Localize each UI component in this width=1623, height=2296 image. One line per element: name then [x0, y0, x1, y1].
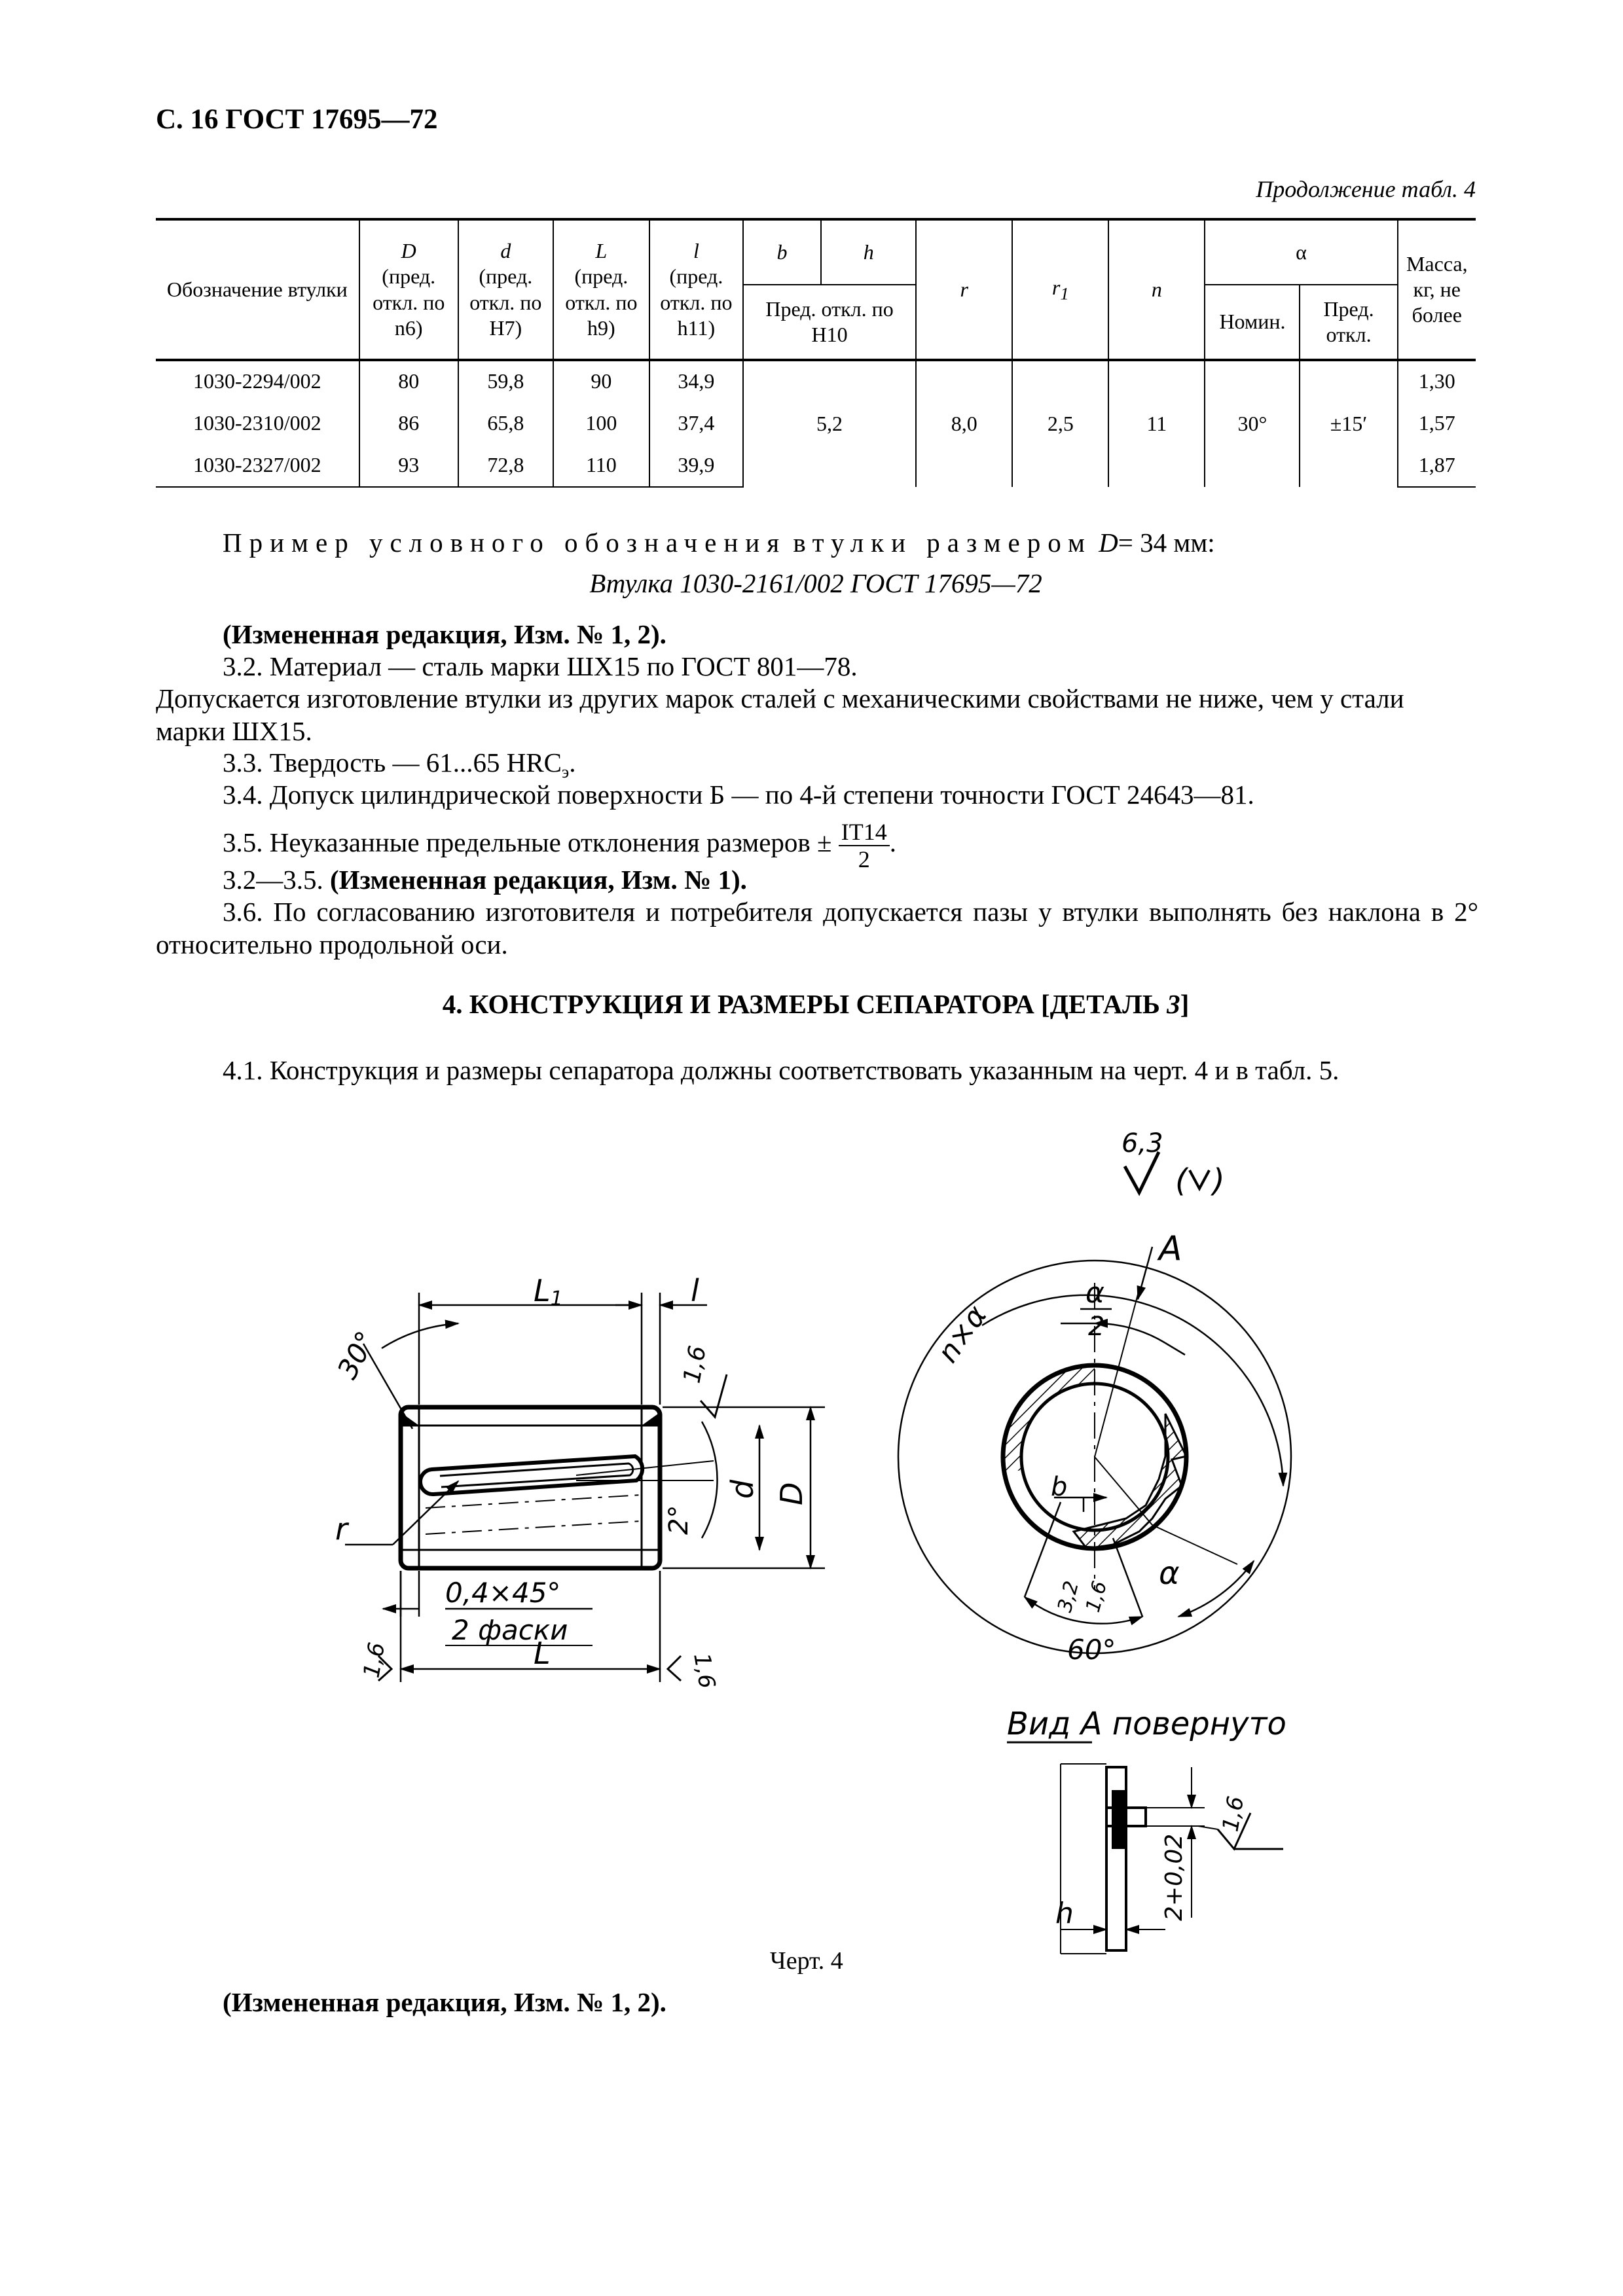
- dim-60: 60°: [1067, 1634, 1116, 1666]
- sleeve-side-view: [401, 1407, 714, 1568]
- shared-alpha-dev: ±15′: [1300, 360, 1397, 487]
- changed-note-final: (Измененная редакция, Изм. № 1, 2).: [223, 1987, 666, 2017]
- dim-L: L: [534, 1636, 551, 1671]
- header-r: r: [916, 219, 1012, 360]
- fraction-it14: $\frac{IT14}{2}$: [839, 819, 890, 872]
- header-r1: $r_1$: [1012, 219, 1108, 360]
- dim-angle-30: 30°: [331, 1325, 382, 1384]
- example-line: Пример условного обозначения втулки размером D= 34 мм:: [223, 528, 1215, 558]
- changed-note-1: (Измененная редакция, Изм. № 1, 2).: [223, 619, 666, 649]
- shared-bh: 5,2: [743, 360, 916, 487]
- header-n: n: [1108, 219, 1205, 360]
- header-alpha-deviation: Пред. откл.: [1300, 285, 1397, 360]
- header-h: h: [821, 219, 916, 285]
- header-bh-tolerance: Пред. откл. по H10: [743, 285, 916, 360]
- dimension-lines-front: [982, 1247, 1283, 1624]
- roughness-1-6-viewA: 1,6: [1217, 1794, 1250, 1834]
- para-4-1: 4.1. Конструкция и размеры сепаратора должны соответствовать указанным на черт. 4 и в табл. 5.: [223, 1055, 1340, 1085]
- roughness-1-6-right: 1,6: [688, 1651, 720, 1691]
- para-3-4: 3.4. Допуск цилиндрической поверхности Б — по 4-й степени точности ГОСТ 24643—81.: [223, 780, 1254, 810]
- dim-d: d: [725, 1479, 760, 1499]
- roughness-mark-right: [668, 1656, 681, 1681]
- roughness-paren-open: (: [1175, 1162, 1188, 1199]
- dim-L1: L1: [534, 1273, 563, 1310]
- table-continuation: Продолжение табл. 4: [1256, 176, 1476, 202]
- dim-D: D: [774, 1482, 809, 1505]
- para-3-2: 3.2. Материал — сталь марки ШХ15 по ГОСТ 801—78.: [223, 651, 858, 681]
- dim-chamfer-count: 2 фаски: [452, 1614, 568, 1646]
- table-row: 1030-2327/002 93 72,8 110 39,9 1,87: [156, 444, 1476, 487]
- header-alpha-nominal: Номин.: [1205, 285, 1300, 360]
- roughness-1-6-left: 1,6: [358, 1640, 391, 1680]
- para-3-3: 3.3. Твердость — 61...65 $HRC_э$.: [223, 747, 576, 782]
- figure-caption: Черт. 4: [770, 1947, 843, 1975]
- dim-b: b: [1051, 1472, 1068, 1502]
- roughness-mark-paren: [1190, 1170, 1209, 1189]
- dim-l: l: [691, 1273, 699, 1308]
- header-l: l (пред. откл. по h11): [649, 219, 743, 360]
- shared-n: 11: [1108, 360, 1205, 487]
- shared-r1: 2,5: [1012, 360, 1108, 487]
- para-3-2b: Допускается изготовление втулки из других марок сталей с механическими свойствами не ниже, чем у стали марки ШХ15.: [156, 683, 1404, 746]
- dim-alpha: α: [1159, 1555, 1180, 1592]
- dim-h: h: [1055, 1897, 1074, 1930]
- example-designation: Втулка 1030-2161/002 ГОСТ 17695—72: [589, 568, 1042, 598]
- section-4-title: 4. КОНСТРУКЦИЯ И РАЗМЕРЫ СЕПАРАТОРА [ДЕТАЛЬ 3]: [442, 989, 1190, 1019]
- dim-r: r: [335, 1511, 348, 1547]
- header-L: L (пред. откл. по h9): [553, 219, 649, 360]
- table-row: 1030-2310/002 86 65,8 100 37,4 1,57: [156, 402, 1476, 444]
- dim-alpha-half-den: 2: [1088, 1312, 1105, 1342]
- dim-angle-2: 2°: [664, 1505, 694, 1535]
- dim-1-6-front: 1,6: [1081, 1578, 1112, 1615]
- dim-chamfer: 0,4×45°: [445, 1577, 561, 1609]
- page-header: С. 16 ГОСТ 17695—72: [156, 104, 438, 135]
- roughness-1-6-top: 1,6: [678, 1344, 712, 1386]
- header-mass: Масса, кг, не более: [1398, 219, 1476, 360]
- dim-n-alpha: n×α: [931, 1299, 994, 1369]
- roughness-paren-close: ): [1213, 1162, 1225, 1199]
- para-3-2-3-5: 3.2—3.5. (Измененная редакция, Изм. № 1).: [223, 865, 747, 895]
- view-A-title: Вид А повернуто: [1007, 1706, 1286, 1742]
- dim-3-2: 3,2: [1053, 1578, 1084, 1615]
- para-3-5: 3.5. Неуказанные предельные отклонения размеров ± $\frac{IT14}{2}$.: [223, 818, 896, 872]
- header-d: d (пред. откл. по H7): [458, 219, 553, 360]
- shared-alpha-nom: 30°: [1205, 360, 1300, 487]
- header-designation: Обозначение втулки: [156, 219, 359, 360]
- header-D: D (пред. откл. по n6): [359, 219, 458, 360]
- para-3-6: 3.6. По согласованию изготовителя и потребителя допускается пазы у втулки выполнять без наклона в 2° относительно продольной оси.: [156, 897, 1478, 960]
- header-b: b: [743, 219, 821, 285]
- roughness-value-main: 6,3: [1122, 1128, 1163, 1158]
- dim-alpha-half-num: α: [1085, 1276, 1105, 1310]
- shared-r: 8,0: [916, 360, 1012, 487]
- dim-tolerance: 2+0,02: [1161, 1833, 1188, 1921]
- view-A-arrow-label: A: [1159, 1229, 1182, 1268]
- header-alpha: α: [1205, 219, 1397, 285]
- table-row: 1030-2294/002 80 59,8 90 34,9 5,2 8,0 2,5 11 30° ±15′ 1,30: [156, 360, 1476, 402]
